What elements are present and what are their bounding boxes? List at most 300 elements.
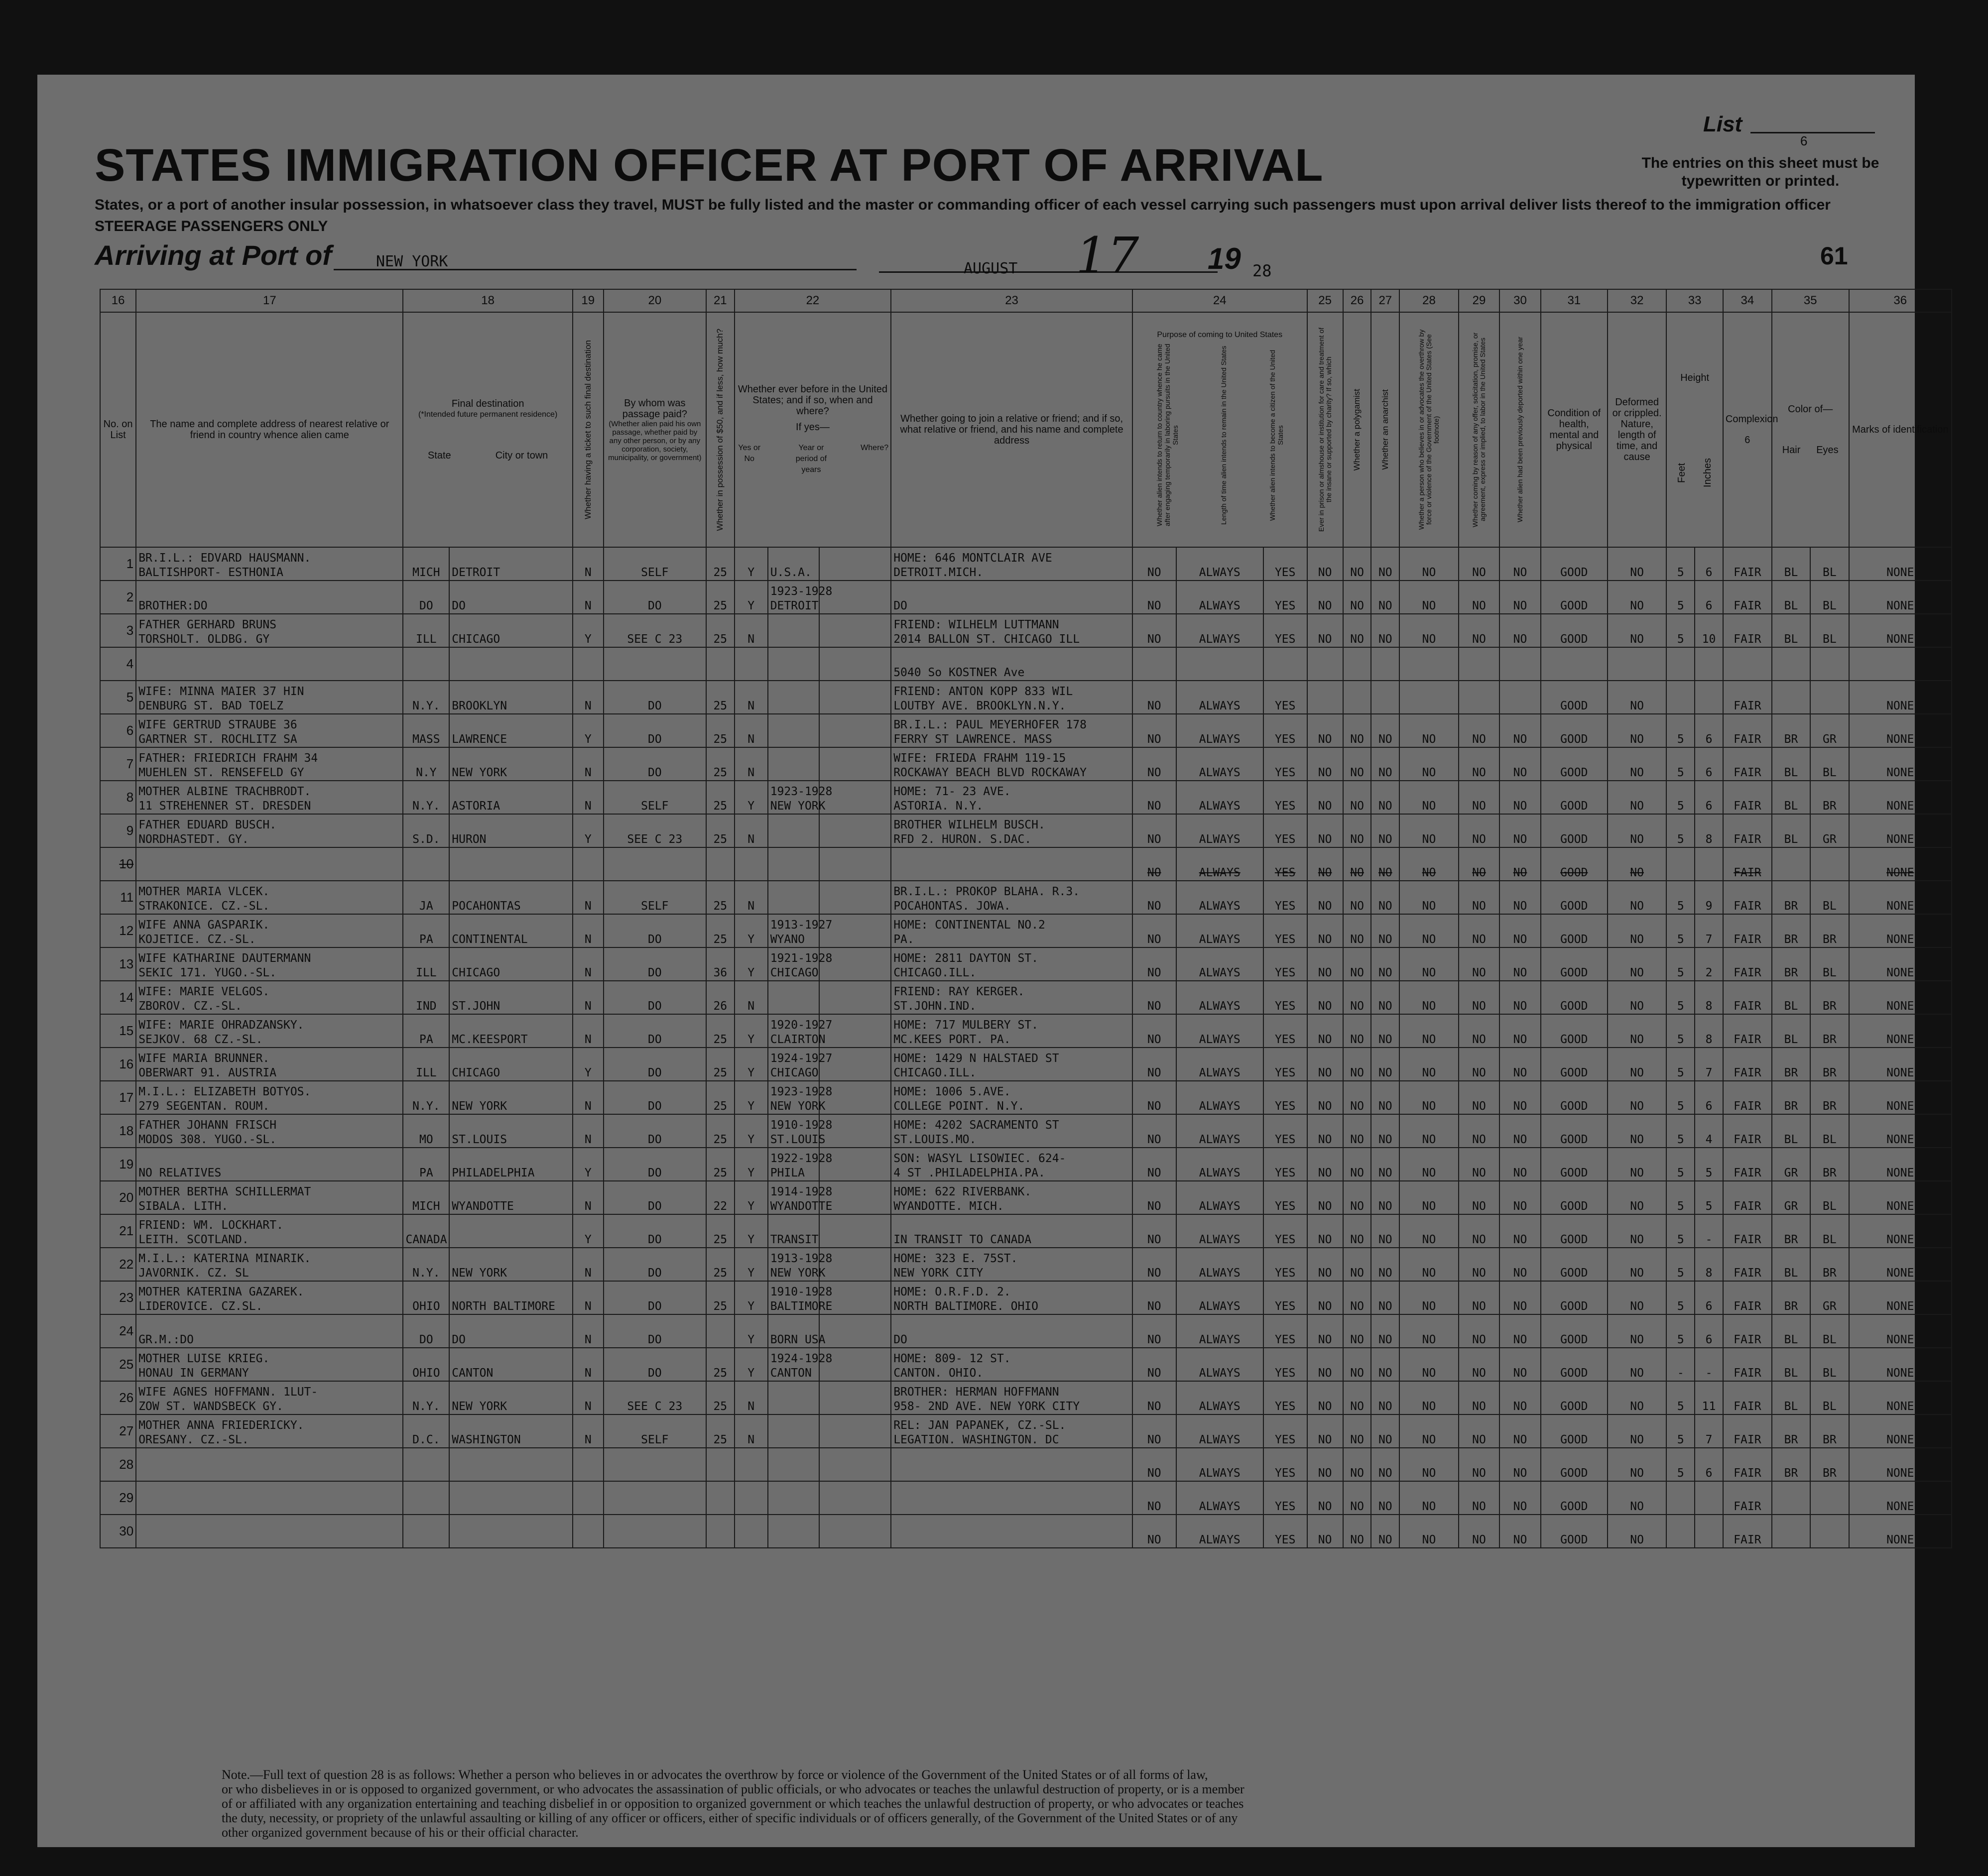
money-cell: 25	[706, 1014, 735, 1048]
anarchist-cell: NO	[1371, 1314, 1399, 1348]
destination-state: IND	[403, 981, 449, 1014]
table-row	[100, 714, 1952, 747]
deported-cell: NO	[1499, 847, 1541, 881]
eye-color: GR	[1810, 814, 1849, 847]
height-feet: 5	[1666, 1248, 1695, 1281]
height-inches: 5	[1695, 1181, 1723, 1214]
nearest-relative-line: BALTISHPORT- ESTHONIA	[138, 566, 283, 579]
joining-relative-line: BR.I.L.: PAUL MEYERHOFER 178	[893, 718, 1087, 731]
eye-color: BL	[1810, 747, 1849, 781]
before-where	[819, 1515, 891, 1548]
page-title: STATES IMMIGRATION OFFICER AT PORT OF ARRIVAL	[95, 140, 1324, 191]
passage-paid-cell: DO	[604, 1181, 706, 1214]
column-number: 30	[1499, 289, 1541, 312]
hair-color: BL	[1772, 747, 1810, 781]
destination-city	[449, 847, 573, 881]
passage-paid-cell	[604, 647, 706, 681]
before-yes-no: N	[735, 614, 768, 647]
passage-paid-cell: DO	[604, 681, 706, 714]
footnote-line: or who disbelieves in or is opposed to organized government, or who advocates the assassination of public officials, or who advocates or teaches the unlawful destruction of property, or is a member	[222, 1782, 1244, 1796]
joining-relative	[891, 1348, 1132, 1381]
complexion-cell: FAIR	[1723, 1515, 1772, 1548]
overthrow-cell: NO	[1399, 1348, 1459, 1381]
hair-color: GR	[1772, 1181, 1810, 1214]
before-years-line: NEW YORK	[770, 1100, 826, 1113]
joining-relative-line: HOME: 809- 12 ST.	[893, 1352, 1011, 1365]
hair-color: BL	[1772, 581, 1810, 614]
joining-relative	[891, 1048, 1132, 1081]
height-feet: 5	[1666, 1148, 1695, 1181]
before-yes-no: Y	[735, 1248, 768, 1281]
row-number: 5	[100, 681, 136, 714]
joining-relative	[891, 714, 1132, 747]
purpose-citizen: YES	[1263, 1314, 1307, 1348]
deported-cell: NO	[1499, 881, 1541, 914]
complexion-cell: FAIR	[1723, 1481, 1772, 1515]
purpose-citizen: YES	[1263, 1248, 1307, 1281]
joining-relative	[891, 1448, 1132, 1481]
nearest-relative	[136, 1014, 403, 1048]
before-years-line: 1923-1928	[770, 585, 833, 598]
anarchist-cell: NO	[1371, 1281, 1399, 1314]
joining-relative-line: HOME: 622 RIVERBANK.	[893, 1185, 1032, 1198]
passage-paid-cell: DO	[604, 1081, 706, 1114]
height-label: Height	[1680, 372, 1710, 383]
anarchist-cell: NO	[1371, 781, 1399, 814]
year-period-label: Year or period of years	[795, 444, 827, 474]
purpose-return: NO	[1132, 1081, 1176, 1114]
deported-cell: NO	[1499, 714, 1541, 747]
purpose-return: NO	[1132, 1314, 1176, 1348]
identification-marks: NONE	[1849, 914, 1952, 947]
joining-relative-line: HOME: 1006 5.AVE.	[893, 1085, 1011, 1098]
purpose-citizen: YES	[1263, 1515, 1307, 1548]
destination-city: CHICAGO	[449, 1048, 573, 1081]
before-years-line: 1921-1928	[770, 952, 833, 965]
column-number: 20	[604, 289, 706, 312]
prison-cell: NO	[1307, 581, 1343, 614]
table-row	[100, 914, 1952, 947]
table-row	[100, 1114, 1952, 1148]
purpose-citizen: YES	[1263, 1081, 1307, 1114]
ticket-cell: N	[573, 1114, 604, 1148]
before-years-line: 1913-1928	[770, 1252, 833, 1265]
ticket-cell: N	[573, 1248, 604, 1281]
height-feet: 5	[1666, 1414, 1695, 1448]
before-where	[819, 547, 891, 581]
complexion-cell: FAIR	[1723, 781, 1772, 814]
purpose-citizen: YES	[1263, 1414, 1307, 1448]
destination-state: MO	[403, 1114, 449, 1148]
prison-cell: NO	[1307, 981, 1343, 1014]
height-inches: 6	[1695, 1081, 1723, 1114]
identification-marks: NONE	[1849, 547, 1952, 581]
nearest-relative-line: BR.I.L.: EDVARD HAUSMANN.	[138, 552, 311, 565]
purpose-citizen: YES	[1263, 1448, 1307, 1481]
complexion-cell: FAIR	[1723, 1014, 1772, 1048]
before-years-line: 1922-1928	[770, 1152, 833, 1165]
overthrow-cell: NO	[1399, 1448, 1459, 1481]
purpose-length: ALWAYS	[1176, 1348, 1263, 1381]
before-where	[819, 647, 891, 681]
table-row	[100, 1181, 1952, 1214]
nearest-relative	[136, 981, 403, 1014]
deported-cell: NO	[1499, 1448, 1541, 1481]
port-label: Arriving at Port of	[95, 239, 332, 271]
before-years-line: 1910-1928	[770, 1119, 833, 1132]
ticket-cell: N	[573, 1281, 604, 1314]
prison-cell: NO	[1307, 1381, 1343, 1414]
hair-color	[1772, 1515, 1810, 1548]
column-number: 16	[100, 289, 136, 312]
height-inches	[1695, 647, 1723, 681]
passage-paid-cell: SELF	[604, 547, 706, 581]
deformed-cell: NO	[1608, 1414, 1667, 1448]
nearest-relative	[136, 1281, 403, 1314]
overthrow-cell: NO	[1399, 1515, 1459, 1548]
header-complexion	[1723, 312, 1778, 547]
deported-cell: NO	[1499, 781, 1541, 814]
ticket-cell: N	[573, 1181, 604, 1214]
joining-relative	[891, 1214, 1132, 1248]
joining-relative-line: CHICAGO.ILL.	[893, 966, 977, 979]
deformed-cell: NO	[1608, 847, 1667, 881]
eye-color: BL	[1810, 1181, 1849, 1214]
height-feet: 5	[1666, 1281, 1695, 1314]
arrival-year: 28	[1252, 261, 1272, 280]
complexion-cell: FAIR	[1723, 614, 1772, 647]
passage-paid-cell: DO	[604, 581, 706, 614]
money-cell: 25	[706, 814, 735, 847]
joining-relative	[891, 881, 1132, 914]
joining-relative-line: IN TRANSIT TO CANADA	[893, 1233, 1032, 1246]
deformed-cell: NO	[1608, 1448, 1667, 1481]
before-years	[768, 714, 819, 747]
header-ticket	[573, 312, 604, 547]
money-cell	[706, 1314, 735, 1348]
table-row	[100, 1048, 1952, 1081]
eye-color: BR	[1810, 1148, 1849, 1181]
eye-color: BL	[1810, 614, 1849, 647]
purpose-length	[1176, 647, 1263, 681]
labor-offer-cell: NO	[1459, 781, 1500, 814]
column-number: 21	[706, 289, 735, 312]
health-condition: GOOD	[1541, 1114, 1608, 1148]
passage-paid-cell	[604, 1515, 706, 1548]
nearest-relative-line: DENBURG ST. BAD TOELZ	[138, 700, 283, 712]
deformed-cell	[1608, 647, 1667, 681]
destination-state	[403, 847, 449, 881]
joining-relative-line: REL: JAN PAPANEK, CZ.-SL.	[893, 1419, 1066, 1432]
before-years	[768, 914, 833, 947]
joining-relative-line: SON: WASYL LISOWIEC. 624-	[893, 1152, 1066, 1165]
prison-cell: NO	[1307, 1014, 1343, 1048]
table-row	[100, 647, 1952, 681]
nearest-relative-line: WIFE MARIA BRUNNER.	[138, 1052, 270, 1065]
labor-offer-cell: NO	[1459, 1515, 1500, 1548]
prison-cell	[1307, 647, 1343, 681]
purpose-length: ALWAYS	[1176, 1214, 1263, 1248]
column-number: 28	[1399, 289, 1459, 312]
height-feet: 5	[1666, 881, 1695, 914]
before-years	[768, 1414, 819, 1448]
hair-color: BR	[1772, 947, 1810, 981]
polygamist-cell	[1343, 681, 1371, 714]
joining-relative-line: 958- 2ND AVE. NEW YORK CITY	[893, 1400, 1080, 1413]
labor-offer-cell: NO	[1459, 1148, 1500, 1181]
height-feet: 5	[1666, 1181, 1695, 1214]
height-inches	[1695, 1481, 1723, 1515]
header-final-destination	[403, 312, 572, 547]
before-years	[768, 881, 819, 914]
height-sublabels	[1669, 458, 1720, 487]
height-inches: 6	[1695, 1448, 1723, 1481]
purpose-citizen: YES	[1263, 547, 1307, 581]
complexion-cell: FAIR	[1723, 1381, 1772, 1414]
deformed-cell: NO	[1608, 914, 1667, 947]
ticket-cell: N	[573, 1381, 604, 1414]
height-inches: 8	[1695, 1014, 1723, 1048]
column-number: 32	[1608, 289, 1667, 312]
eye-color: BL	[1810, 1381, 1849, 1414]
joining-relative	[891, 847, 1132, 881]
eye-color	[1810, 647, 1849, 681]
table-row	[100, 1381, 1952, 1414]
joining-relative-line: HOME: 2811 DAYTON ST.	[893, 952, 1038, 965]
joining-relative	[891, 1314, 1132, 1348]
labor-offer-cell: NO	[1459, 1181, 1500, 1214]
polygamist-cell: NO	[1343, 1515, 1371, 1548]
before-years-line: BORN USA	[770, 1333, 826, 1346]
before-where	[819, 847, 891, 881]
table-row	[100, 1348, 1952, 1381]
health-condition: GOOD	[1541, 1014, 1608, 1048]
joining-relative	[891, 1148, 1132, 1181]
joining-relative	[891, 547, 1132, 581]
purpose-return: NO	[1132, 881, 1176, 914]
purpose-return: NO	[1132, 581, 1176, 614]
nearest-relative-line: MOTHER ALBINE TRACHBRODT.	[138, 785, 311, 798]
destination-city: NEW YORK	[449, 1081, 573, 1114]
complexion-cell: FAIR	[1723, 1114, 1772, 1148]
nearest-relative-line: GR.M.:DO	[138, 1333, 194, 1346]
before-years-line: WYANO	[770, 933, 805, 946]
before-years	[768, 847, 819, 881]
nearest-relative	[136, 1148, 403, 1181]
labor-offer-cell: NO	[1459, 1114, 1500, 1148]
passage-paid-cell: DO	[604, 714, 706, 747]
before-years	[768, 814, 819, 847]
complexion-cell: FAIR	[1723, 681, 1772, 714]
height-feet	[1666, 681, 1695, 714]
before-where	[819, 981, 891, 1014]
prison-cell: NO	[1307, 1148, 1343, 1181]
joining-relative	[891, 781, 1132, 814]
before-years-line: TRANSIT	[770, 1233, 819, 1246]
joining-relative-line: 2014 BALLON ST. CHICAGO ILL	[893, 633, 1080, 646]
overthrow-cell: NO	[1399, 981, 1459, 1014]
purpose-return	[1132, 647, 1176, 681]
table-row	[100, 1014, 1952, 1048]
polygamist-label: Whether a polygamist	[1352, 388, 1362, 471]
nearest-relative-line: JAVORNIK. CZ. SL	[138, 1267, 249, 1280]
destination-city: BROOKLYN	[449, 681, 573, 714]
polygamist-cell: NO	[1343, 981, 1371, 1014]
eyes-label: Eyes	[1816, 445, 1839, 456]
ticket-cell: N	[573, 747, 604, 781]
height-feet: 5	[1666, 714, 1695, 747]
identification-marks: NONE	[1849, 781, 1952, 814]
table-row	[100, 981, 1952, 1014]
hair-label: Hair	[1782, 445, 1801, 456]
height-inches	[1695, 681, 1723, 714]
height-inches: 8	[1695, 814, 1723, 847]
steerage-label: STEERAGE PASSENGERS ONLY	[95, 218, 328, 234]
header-overthrow	[1399, 312, 1459, 547]
nearest-relative-line: GARTNER ST. ROCHLITZ SA	[138, 733, 297, 746]
overthrow-cell: NO	[1399, 1248, 1459, 1281]
nearest-relative-line: MOTHER KATERINA GAZAREK.	[138, 1286, 304, 1298]
height-inches: 2	[1695, 947, 1723, 981]
prison-cell: NO	[1307, 914, 1343, 947]
row-number: 21	[100, 1214, 136, 1248]
table-row	[100, 1148, 1952, 1181]
deformed-cell: NO	[1608, 1048, 1667, 1081]
purpose-return: NO	[1132, 1481, 1176, 1515]
anarchist-cell: NO	[1371, 1114, 1399, 1148]
purpose-citizen: YES	[1263, 947, 1307, 981]
before-years	[768, 614, 819, 647]
health-condition: GOOD	[1541, 681, 1608, 714]
identification-marks: NONE	[1849, 581, 1952, 614]
overthrow-cell: NO	[1399, 1014, 1459, 1048]
polygamist-cell: NO	[1343, 814, 1371, 847]
list-underline	[1750, 132, 1875, 133]
overthrow-cell: NO	[1399, 1181, 1459, 1214]
money-cell: 25	[706, 614, 735, 647]
polygamist-cell: NO	[1343, 1048, 1371, 1081]
column-number: 19	[573, 289, 604, 312]
list-number: 6	[1800, 133, 1808, 148]
deported-cell: NO	[1499, 1214, 1541, 1248]
identification-marks: NONE	[1849, 1515, 1952, 1548]
nearest-relative	[136, 1348, 403, 1381]
deformed-cell: NO	[1608, 881, 1667, 914]
purpose-citizen: YES	[1263, 1014, 1307, 1048]
anarchist-cell: NO	[1371, 847, 1399, 881]
money-cell: 25	[706, 1114, 735, 1148]
deformed-cell: NO	[1608, 1381, 1667, 1414]
polygamist-cell: NO	[1343, 1481, 1371, 1515]
labor-offer-cell: NO	[1459, 547, 1500, 581]
header-joining: Whether going to join a relative or friend; and if so, what relative or friend, and his name and complete address	[891, 312, 1132, 547]
footnote-line: of or affiliated with any organization entertaining and teaching disbelief in or opposition to organized government or which teaches the unlawful destruction of property, or who advocates or teaches	[222, 1796, 1244, 1811]
before-years	[768, 1081, 833, 1114]
passage-paid-cell: SELF	[604, 781, 706, 814]
joining-relative-line: DO	[893, 1333, 907, 1346]
health-condition: GOOD	[1541, 547, 1608, 581]
polygamist-cell: NO	[1343, 847, 1371, 881]
before-where	[819, 681, 891, 714]
passage-paid-cell	[604, 1481, 706, 1515]
ticket-cell	[573, 1481, 604, 1515]
height-inches: -	[1695, 1214, 1723, 1248]
row-number: 25	[100, 1348, 136, 1381]
identification-marks: NONE	[1849, 1448, 1952, 1481]
city-label: City or town	[495, 450, 548, 461]
destination-city	[449, 647, 573, 681]
joining-relative	[891, 1281, 1132, 1314]
destination-state: ILL	[403, 947, 449, 981]
height-inches: 6	[1695, 1281, 1723, 1314]
eye-color: BL	[1810, 1348, 1849, 1381]
hair-color	[1772, 681, 1810, 714]
ticket-cell: N	[573, 1314, 604, 1348]
deformed-cell: NO	[1608, 581, 1667, 614]
destination-city	[449, 1515, 573, 1548]
destination-state: N.Y.	[403, 1381, 449, 1414]
height-feet: 5	[1666, 1081, 1695, 1114]
deformed-cell: NO	[1608, 1481, 1667, 1515]
destination-city: DETROIT	[449, 547, 573, 581]
table-row	[100, 1214, 1952, 1248]
destination-city	[449, 1448, 573, 1481]
purpose-length: ALWAYS	[1176, 847, 1263, 881]
before-where	[819, 1381, 891, 1414]
before-years	[768, 747, 819, 781]
joining-relative-line: 5040 So KOSTNER Ave	[893, 666, 1025, 679]
prison-cell: NO	[1307, 847, 1343, 881]
purpose-citizen: YES	[1263, 614, 1307, 647]
before-years-line: NEW YORK	[770, 800, 826, 813]
nearest-relative-line: FATHER GERHARD BRUNS	[138, 618, 277, 631]
before-years	[768, 781, 833, 814]
identification-marks: NONE	[1849, 747, 1952, 781]
nearest-relative	[136, 1448, 403, 1481]
purpose-citizen: YES	[1263, 814, 1307, 847]
prison-cell: NO	[1307, 1448, 1343, 1481]
nearest-relative-line: HONAU IN GERMANY	[138, 1367, 249, 1380]
ticket-cell: N	[573, 947, 604, 981]
ticket-cell: N	[573, 881, 604, 914]
polygamist-cell: NO	[1343, 1181, 1371, 1214]
destination-state: N.Y.	[403, 1081, 449, 1114]
joining-relative	[891, 581, 1132, 614]
row-number: 26	[100, 1381, 136, 1414]
money-cell: 25	[706, 581, 735, 614]
purpose-citizen: YES	[1263, 1481, 1307, 1515]
ticket-cell: N	[573, 914, 604, 947]
overthrow-cell: NO	[1399, 1114, 1459, 1148]
labor-offer-cell	[1459, 681, 1500, 714]
purpose-return: NO	[1132, 1014, 1176, 1048]
deported-label: Whether alien had been previously deported within one year	[1516, 337, 1524, 523]
column-number: 27	[1371, 289, 1399, 312]
polygamist-cell: NO	[1343, 747, 1371, 781]
purpose-return: NO	[1132, 1381, 1176, 1414]
money-cell: 25	[706, 1214, 735, 1248]
before-years	[768, 1114, 833, 1148]
before-years	[768, 1214, 819, 1248]
purpose-length: ALWAYS	[1176, 981, 1263, 1014]
header-anarchist	[1371, 312, 1399, 547]
hair-color: BL	[1772, 981, 1810, 1014]
destination-state: N.Y	[403, 747, 449, 781]
deported-cell: NO	[1499, 1148, 1541, 1181]
before-years-line: WYANDOTTE	[770, 1200, 833, 1213]
joining-relative	[891, 747, 1132, 781]
destination-city: POCAHONTAS	[449, 881, 573, 914]
